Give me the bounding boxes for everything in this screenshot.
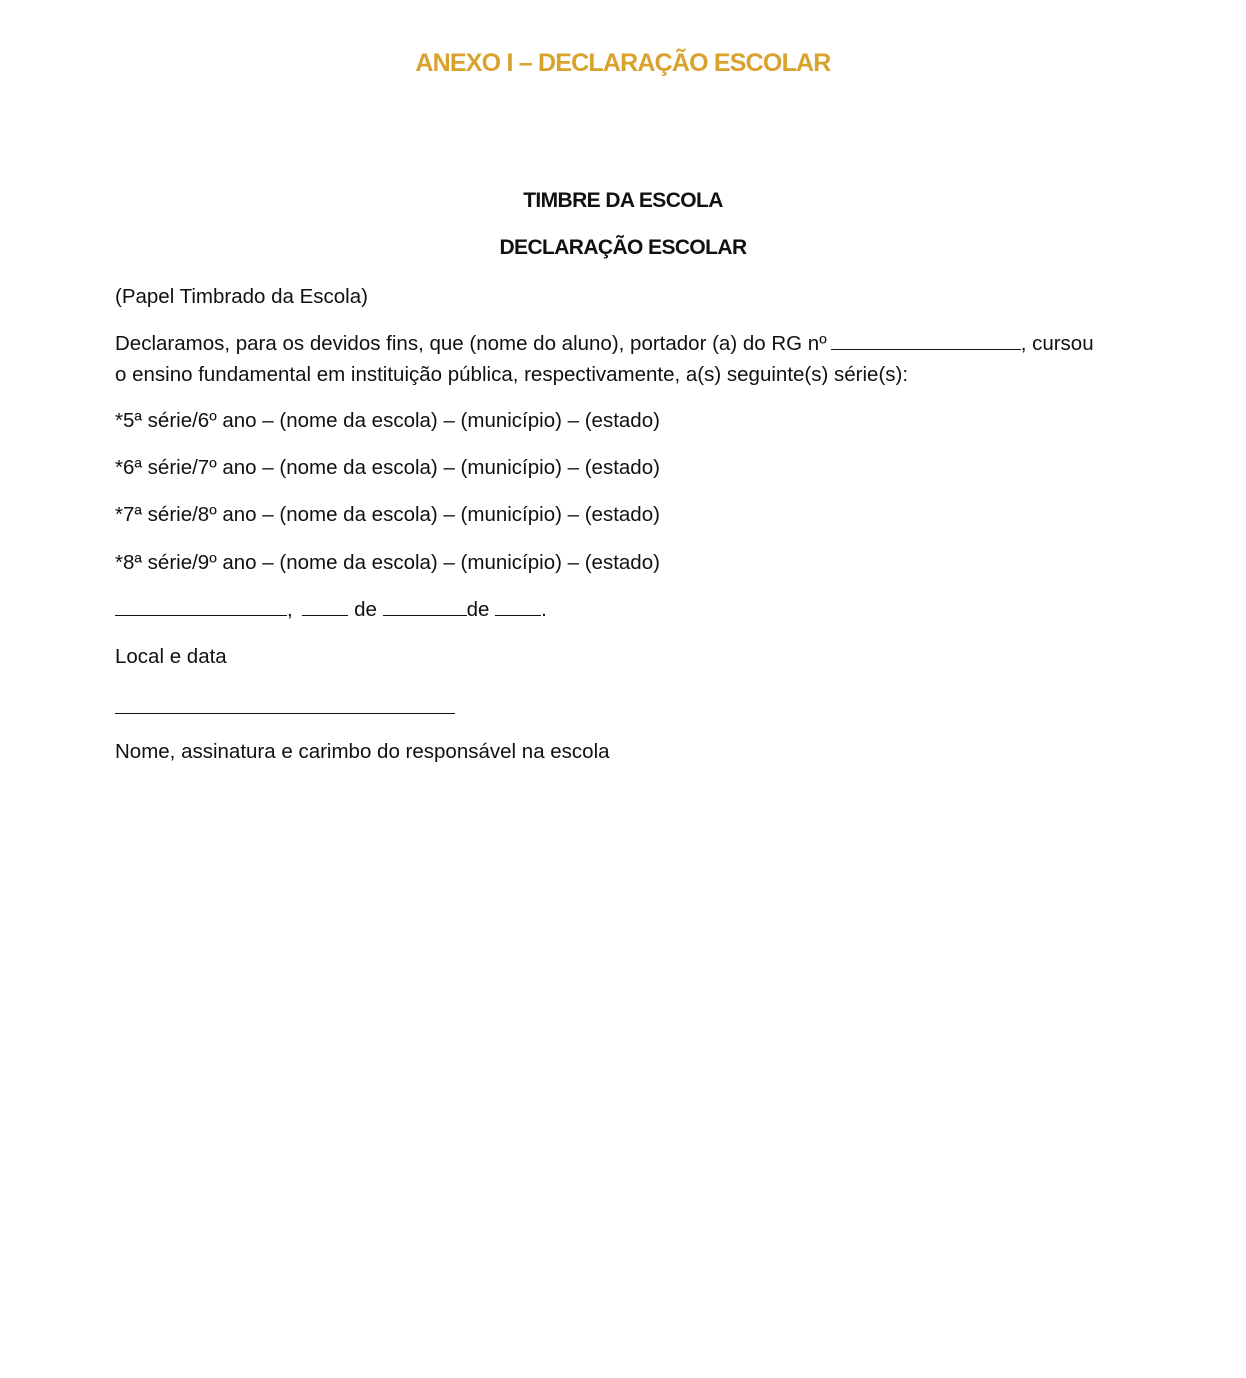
grade-line-8: *8ª série/9º ano – (nome da escola) – (município) – (estado) xyxy=(115,551,660,574)
month-blank xyxy=(383,597,467,616)
declaration-line-2: o ensino fundamental em instituição pública, respectivamente, a(s) seguinte(s) série(s): xyxy=(115,363,909,386)
signature-line xyxy=(115,713,455,714)
annex-title: ANEXO I – DECLARAÇÃO ESCOLAR xyxy=(415,49,831,77)
declaration-line-1-text: Declaramos, para os devidos fins, que (nome do aluno), portador (a) do RG nº xyxy=(115,332,827,355)
declaration-heading: DECLARAÇÃO ESCOLAR xyxy=(499,236,747,259)
declaration-line-1-suffix: , cursou xyxy=(1020,332,1094,355)
place-blank xyxy=(115,597,287,616)
date-de-2: de xyxy=(466,598,490,621)
grade-line-5: *5ª série/6º ano – (nome da escola) – (município) – (estado) xyxy=(115,409,660,432)
declaration-line-1 xyxy=(115,328,1140,359)
date-comma: , xyxy=(287,598,293,621)
date-de-1: de xyxy=(354,598,377,621)
date-period: . xyxy=(541,598,547,621)
date-line xyxy=(115,594,547,625)
rg-number-blank xyxy=(831,331,1021,350)
year-blank xyxy=(495,597,541,616)
school-letterhead-heading: TIMBRE DA ESCOLA xyxy=(523,189,723,212)
grade-line-6: *6ª série/7º ano – (nome da escola) – (município) – (estado) xyxy=(115,456,660,479)
grade-line-7: *7ª série/8º ano – (nome da escola) – (município) – (estado) xyxy=(115,503,660,526)
day-blank xyxy=(302,597,348,616)
signature-label: Nome, assinatura e carimbo do responsável na escola xyxy=(115,740,610,763)
letterhead-note: (Papel Timbrado da Escola) xyxy=(115,285,368,308)
local-date-label: Local e data xyxy=(115,645,227,668)
declaration-paragraph xyxy=(115,328,1140,390)
